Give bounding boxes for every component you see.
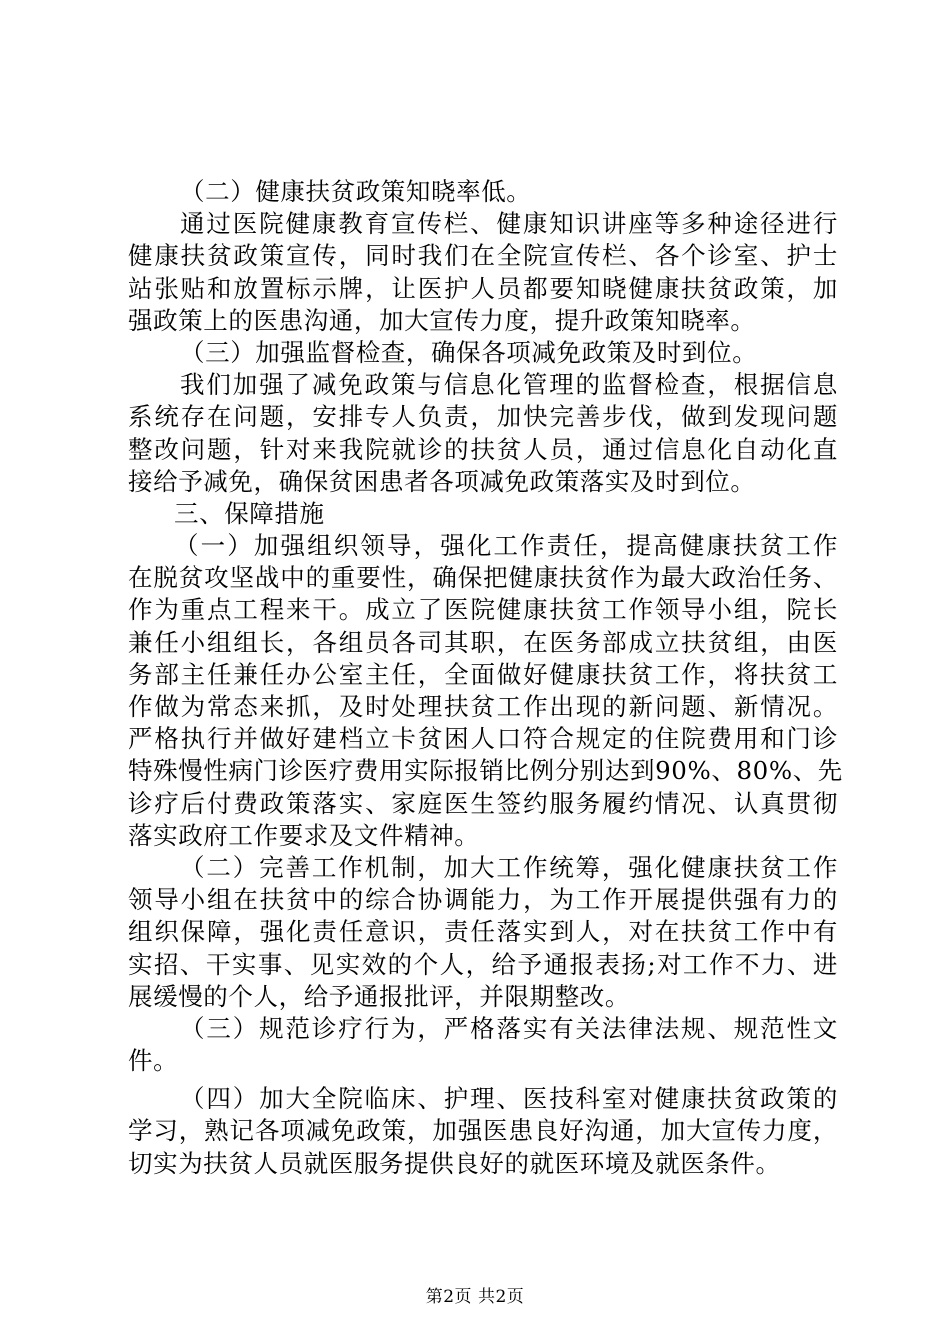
text-line: （一）加强组织领导，强化工作责任，提高健康扶贫工作 <box>174 531 838 561</box>
page-footer: 第2页 共2页 <box>425 1287 525 1307</box>
text-line: （三）加强监督检查，确保各项减免政策及时到位。 <box>180 337 758 367</box>
text-line: 落实政府工作要求及文件精神。 <box>128 820 480 850</box>
text-line: 我们加强了减免政策与信息化管理的监督检查，根据信息 <box>180 370 838 400</box>
text-line: 健康扶贫政策宣传，同时我们在全院宣传栏、各个诊室、护士 <box>128 241 838 271</box>
text-line: 领导小组在扶贫中的综合协调能力，为工作开展提供强有力的 <box>128 885 838 915</box>
text-line: 严格执行并做好建档立卡贫困人口符合规定的住院费用和门诊 <box>128 724 838 754</box>
document-body <box>128 176 843 1180</box>
text-line: 特殊慢性病门诊医疗费用实际报销比例分别达到90%、80%、先 <box>128 756 843 786</box>
text-line: （三）规范诊疗行为，严格落实有关法律法规、规范性文 <box>180 1013 838 1043</box>
text-line: 兼任小组组长，各组员各司其职，在医务部成立扶贫组，由医 <box>128 627 838 657</box>
text-line: 站张贴和放置标示牌，让医护人员都要知晓健康扶贫政策，加 <box>128 273 838 303</box>
text-line: 学习，熟记各项减免政策，加强医患良好沟通，加大宣传力度， <box>128 1116 838 1146</box>
text-line: 件。 <box>128 1046 179 1076</box>
text-line: （二）健康扶贫政策知晓率低。 <box>180 177 532 206</box>
text-line: 组织保障，强化责任意识，责任落实到人，对在扶贫工作中有 <box>128 917 838 947</box>
text-line: 展缓慢的个人，给予通报批评，并限期整改。 <box>128 981 630 1011</box>
text-line: 系统存在问题，安排专人负责，加快完善步伐，做到发现问题 <box>128 402 838 432</box>
text-line: 接给予减免，确保贫困患者各项减免政策落实及时到位。 <box>128 466 756 496</box>
text-line: 通过医院健康教育宣传栏、健康知识讲座等多种途径进行 <box>180 209 838 239</box>
text-line: 实招、干实事、见实效的个人，给予通报表扬;对工作不力、进 <box>128 949 838 979</box>
text-line: （二）完善工作机制，加大工作统筹，强化健康扶贫工作 <box>180 852 838 882</box>
text-line: 在脱贫攻坚战中的重要性，确保把健康扶贫作为最大政治任务、 <box>128 563 838 593</box>
text-line: 整改问题，针对来我院就诊的扶贫人员，通过信息化自动化直 <box>128 434 838 464</box>
text-line: 作做为常态来抓，及时处理扶贫工作出现的新问题、新情况。 <box>128 692 838 721</box>
text-line: 作为重点工程来干。成立了医院健康扶贫工作领导小组，院长 <box>128 595 838 625</box>
section-heading: 三、保障措施 <box>174 498 325 528</box>
text-line: 务部主任兼任办公室主任，全面做好健康扶贫工作，将扶贫工 <box>128 659 838 689</box>
text-line: （四）加大全院临床、护理、医技科室对健康扶贫政策的 <box>180 1084 838 1114</box>
text-line: 诊疗后付费政策落实、家庭医生签约服务履约情况、认真贯彻 <box>128 788 838 818</box>
text-line: 切实为扶贫人员就医服务提供良好的就医环境及就医条件。 <box>128 1148 781 1178</box>
text-line: 强政策上的医患沟通，加大宣传力度，提升政策知晓率。 <box>128 305 756 335</box>
